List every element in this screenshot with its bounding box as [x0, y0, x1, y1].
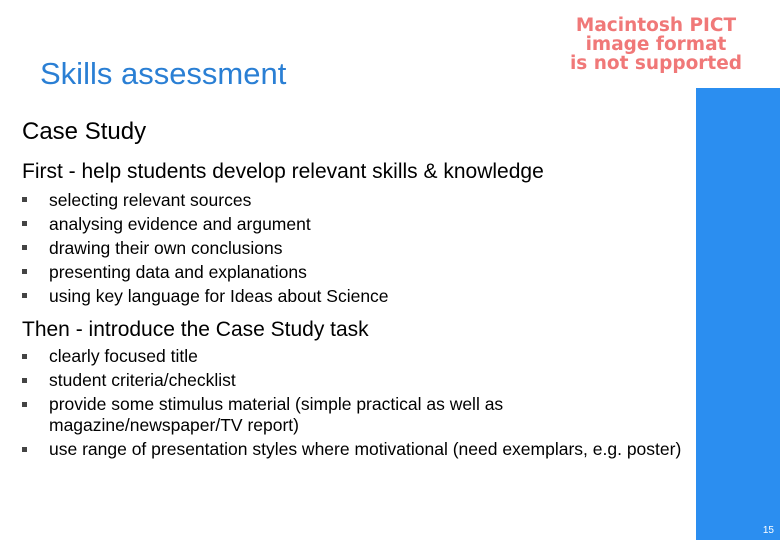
- placeholder-line: is not supported: [569, 53, 743, 74]
- section2-heading: Then - introduce the Case Study task: [22, 318, 369, 341]
- bullet-icon: [22, 378, 27, 383]
- slide-title: Skills assessment: [40, 56, 287, 91]
- bullet-icon: [22, 354, 27, 359]
- page-number: 15: [762, 525, 774, 536]
- list-item: clearly focused title: [22, 346, 682, 367]
- bullet-icon: [22, 293, 27, 298]
- bullet-icon: [22, 402, 27, 407]
- bullet-icon: [22, 221, 27, 226]
- list-item: using key language for Ideas about Science: [22, 284, 389, 308]
- list-item: drawing their own conclusions: [22, 236, 389, 260]
- list-item: selecting relevant sources: [22, 188, 389, 212]
- placeholder-line: image format: [585, 34, 727, 55]
- unsupported-image-placeholder: [533, 15, 779, 74]
- sidebar-bar: [696, 88, 780, 540]
- section1-list: [22, 188, 389, 308]
- placeholder-line: Macintosh PICT: [575, 15, 737, 36]
- bullet-icon: [22, 245, 27, 250]
- list-item: student criteria/checklist: [22, 370, 682, 391]
- main-heading: Case Study: [22, 118, 147, 145]
- bullet-icon: [22, 447, 27, 452]
- bullet-icon: [22, 269, 27, 274]
- list-item: presenting data and explanations: [22, 260, 389, 284]
- list-item: use range of presentation styles where motivational (need exemplars, e.g. poster): [22, 439, 682, 460]
- section2-list: [22, 346, 682, 463]
- bullet-icon: [22, 197, 27, 202]
- list-item: analysing evidence and argument: [22, 212, 389, 236]
- section1-heading: First - help students develop relevant skills & knowledge: [22, 160, 544, 183]
- list-item: provide some stimulus material (simple practical as well as magazine/newspaper/TV report): [22, 394, 682, 436]
